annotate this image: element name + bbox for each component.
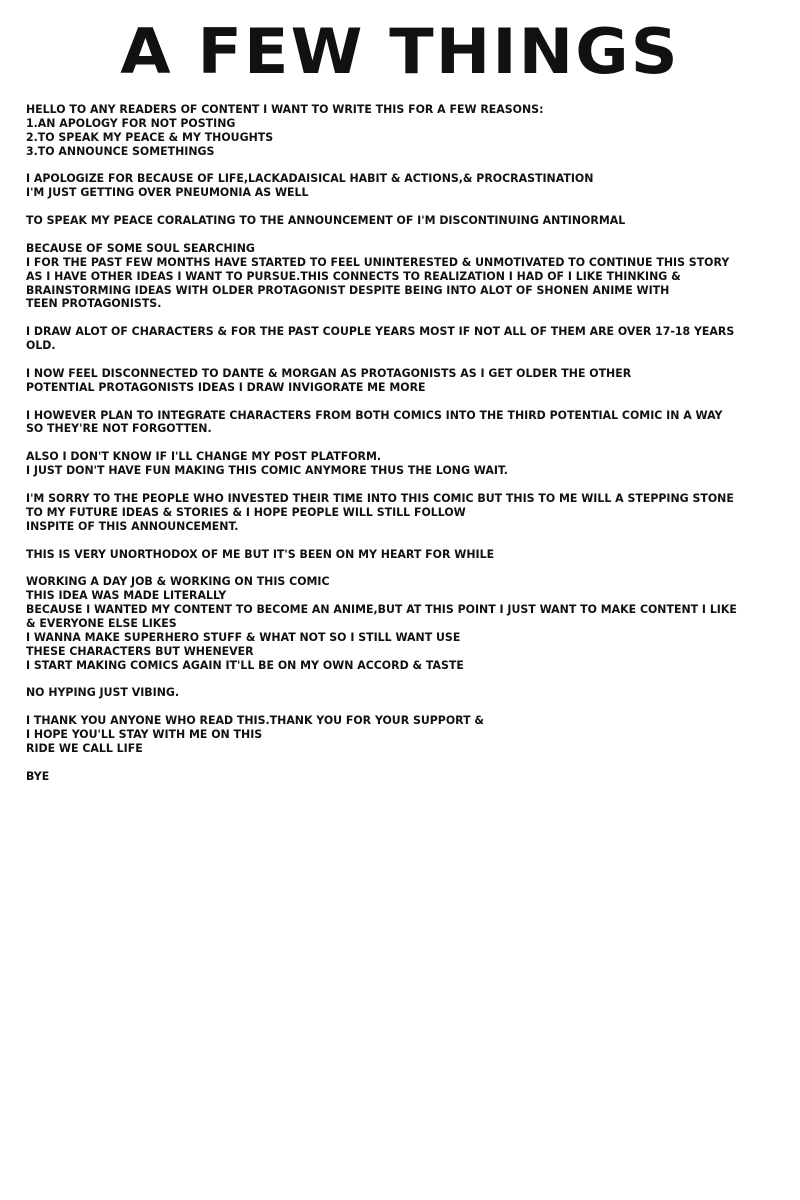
paragraph [26,409,781,437]
paragraph [26,242,781,311]
text-line: I NOW FEEL DISCONNECTED TO DANTE & MORGAN AS PROTAGONISTS AS I GET OLDER THE OTHER [26,366,632,380]
text-line: 2.TO SPEAK MY PEACE & MY THOUGHTS [26,130,274,144]
paragraph [26,367,781,395]
text-line: WORKING A DAY JOB & WORKING ON THIS COMIC [26,575,330,589]
paragraph [26,548,781,562]
paragraph [26,103,781,159]
text-line: THIS IS VERY UNORTHODOX OF ME BUT IT'S BEEN ON MY HEART FOR WHILE [26,547,495,561]
paragraph [26,450,781,478]
text-line: I'M JUST GETTING OVER PNEUMONIA AS WELL [26,186,309,200]
text-line: TO SPEAK MY PEACE CORALATING TO THE ANNOUNCEMENT OF I'M DISCONTINUING ANTINORMAL [26,214,626,228]
text-line: I DRAW ALOT OF CHARACTERS & FOR THE PAST COUPLE YEARS MOST IF NOT ALL OF THEM ARE OVER 17-18 YEARS [26,325,735,339]
paragraph [26,575,781,672]
text-line: OLD. [26,339,56,353]
text-line: I'M SORRY TO THE PEOPLE WHO INVESTED THEIR TIME INTO THIS COMIC BUT THIS TO ME WILL A STEPPING STONE [26,491,734,505]
paragraph [26,214,781,228]
text-line: RIDE WE CALL LIFE [26,741,143,755]
paragraph [26,770,781,784]
text-line: BYE [26,769,50,783]
text-line: 3.TO ANNOUNCE SOMETHINGS [26,144,215,158]
text-line: I APOLOGIZE FOR BECAUSE OF LIFE,LACKADAISICAL HABIT & ACTIONS,& PROCRASTINATION [26,172,594,186]
page-title: A FEW THINGS [120,15,680,88]
text-line: THESE CHARACTERS BUT WHENEVER [26,644,254,658]
text-line: I HOPE YOU'LL STAY WITH ME ON THIS [26,728,263,742]
text-line: ALSO I DON'T KNOW IF I'LL CHANGE MY POST PLATFORM. [26,450,382,464]
text-line: AS I HAVE OTHER IDEAS I WANT TO PURSUE.THIS CONNECTS TO REALIZATION I HAD OF I LIKE THINKING & [26,269,681,283]
text-line: POTENTIAL PROTAGONISTS IDEAS I DRAW INVIGORATE ME MORE [26,380,426,394]
announcement-text [26,103,781,798]
text-line: I THANK YOU ANYONE WHO READ THIS.THANK YOU FOR YOUR SUPPORT & [26,714,484,728]
paragraph [26,686,781,700]
text-line: I FOR THE PAST FEW MONTHS HAVE STARTED TO FEEL UNINTERESTED & UNMOTIVATED TO CONTINUE THIS STORY [26,255,730,269]
text-line: 1.AN APOLOGY FOR NOT POSTING [26,116,236,130]
text-line: INSPITE OF THIS ANNOUNCEMENT. [26,519,239,533]
text-line: TEEN PROTAGONISTS. [26,297,162,311]
text-line: HELLO TO ANY READERS OF CONTENT I WANT TO WRITE THIS FOR A FEW REASONS: [26,103,544,116]
text-line: SO THEY'RE NOT FORGOTTEN. [26,422,212,436]
text-line: BECAUSE I WANTED MY CONTENT TO BECOME AN ANIME,BUT AT THIS POINT I JUST WANT TO MAKE CONTENT I LIKE [26,603,737,617]
text-line: I HOWEVER PLAN TO INTEGRATE CHARACTERS FROM BOTH COMICS INTO THE THIRD POTENTIAL COMIC IN A WAY [26,408,723,422]
text-line: BECAUSE OF SOME SOUL SEARCHING [26,241,255,255]
text-line: I START MAKING COMICS AGAIN IT'LL BE ON MY OWN ACCORD & TASTE [26,658,464,672]
text-line: BRAINSTORMING IDEAS WITH OLDER PROTAGONIST DESPITE BEING INTO ALOT OF SHONEN ANIME WITH [26,283,670,297]
text-line: THIS IDEA WAS MADE LITERALLY [26,589,227,603]
text-line: NO HYPING JUST VIBING. [26,686,180,700]
text-line: TO MY FUTURE IDEAS & STORIES & I HOPE PEOPLE WILL STILL FOLLOW [26,505,466,519]
paragraph [26,714,781,756]
text-line: I WANNA MAKE SUPERHERO STUFF & WHAT NOT SO I STILL WANT USE [26,630,461,644]
text-line: & EVERYONE ELSE LIKES [26,616,177,630]
paragraph [26,325,781,353]
paragraph [26,172,781,200]
text-line: I JUST DON'T HAVE FUN MAKING THIS COMIC ANYMORE THUS THE LONG WAIT. [26,464,508,478]
paragraph [26,492,781,534]
